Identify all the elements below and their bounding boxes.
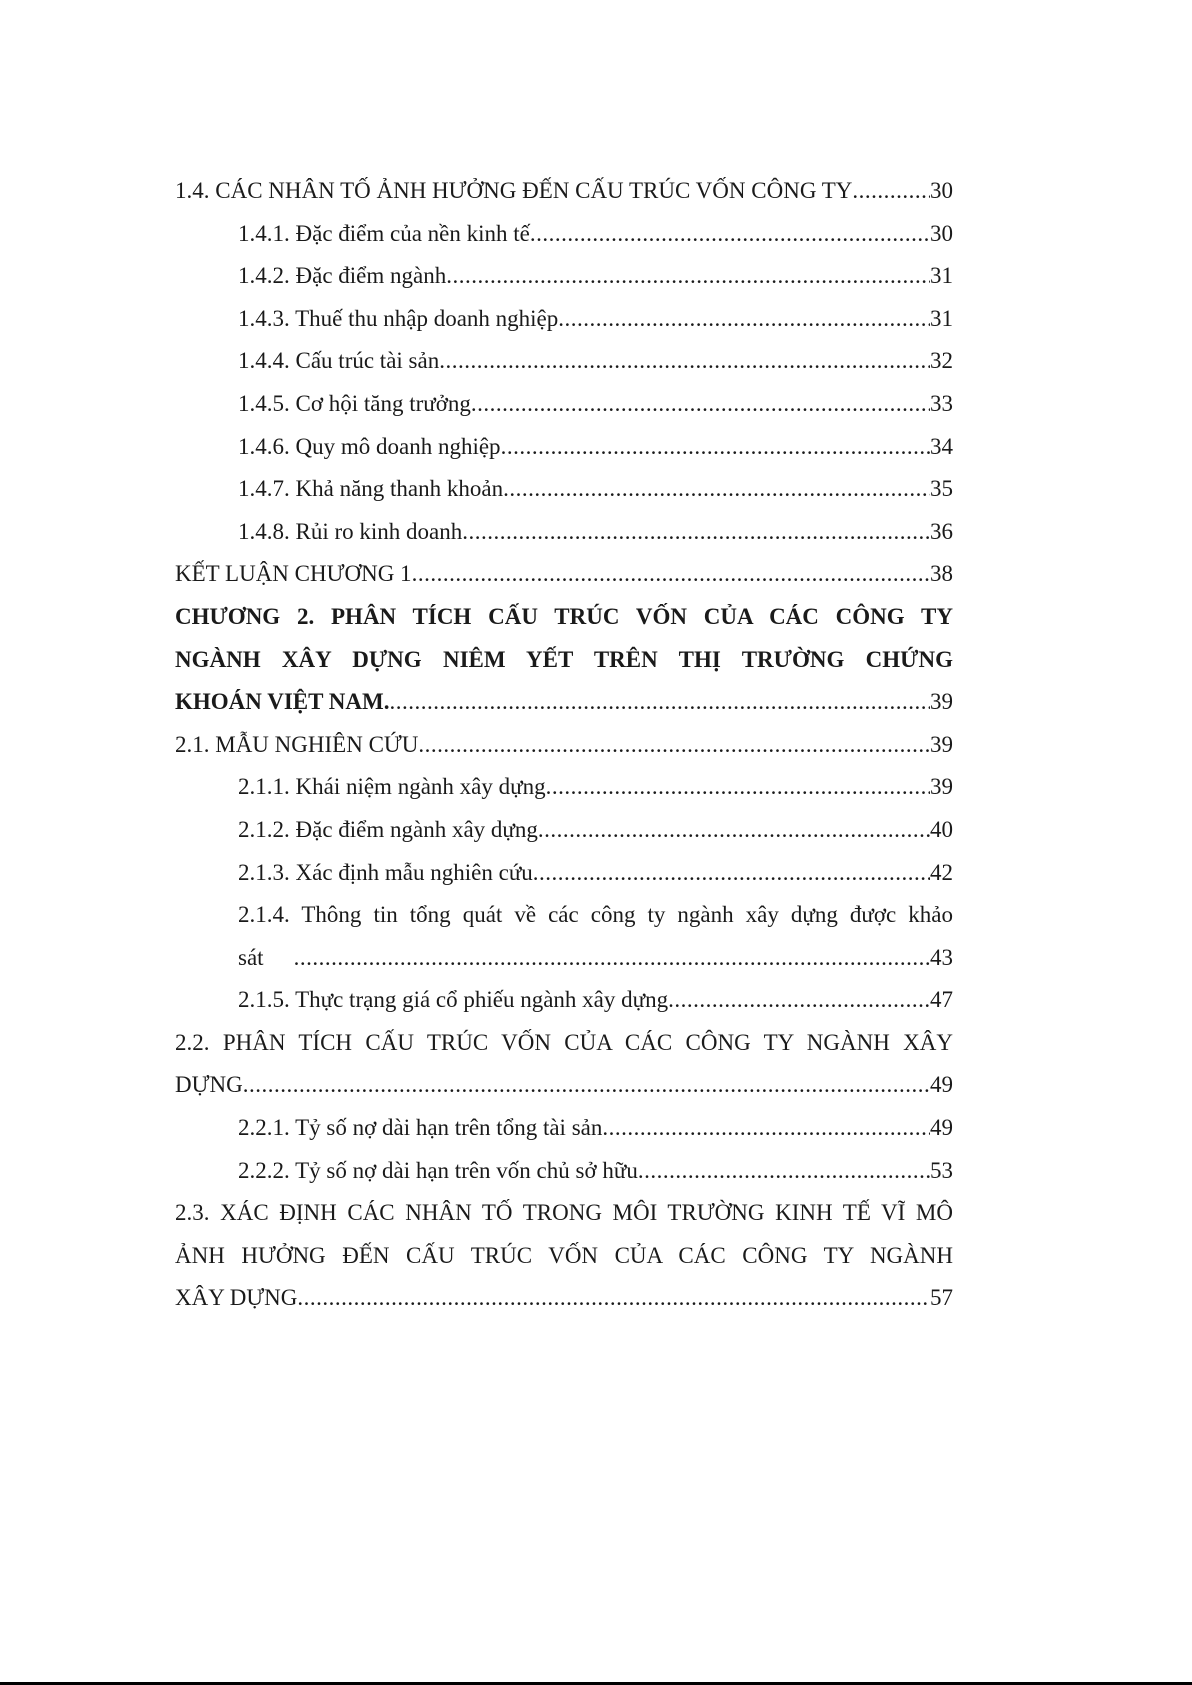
toc-entry-2-3[interactable] xyxy=(175,1277,953,1320)
toc-dot-leader xyxy=(538,809,930,852)
toc-page-number: 57 xyxy=(930,1285,953,1311)
toc-dot-leader xyxy=(530,213,930,256)
toc-entry-2-1-4-line-1[interactable]: 2.1.4. Thông tin tổng quát về các công ty ngành xây dựng được khảo xyxy=(238,902,953,928)
toc-dot-leader xyxy=(501,426,930,469)
toc-entry-label: 1.4.6. Quy mô doanh nghiệp xyxy=(238,433,501,459)
toc-dot-leader xyxy=(297,1277,930,1320)
toc-entry-1-4-7[interactable] xyxy=(175,468,953,511)
toc-page-number: 40 xyxy=(930,816,953,842)
toc-entry-2-2[interactable] xyxy=(175,1064,953,1107)
toc-chapter-2-line-2[interactable]: NGÀNH XÂY DỰNG NIÊM YẾT TRÊN THỊ TRƯỜNG CHỨNG xyxy=(175,646,953,672)
toc-dot-leader xyxy=(533,852,930,895)
toc-dot-leader xyxy=(462,511,930,554)
toc-entry-label: 1.4.7. Khả năng thanh khoản xyxy=(238,476,504,502)
toc-page-number: 36 xyxy=(930,518,953,544)
toc-entry-label: 1.4.2. Đặc điểm ngành xyxy=(238,263,447,289)
toc-page-number: 49 xyxy=(930,1072,953,1098)
toc-entry-2-2-line-1[interactable]: 2.2. PHÂN TÍCH CẤU TRÚC VỐN CỦA CÁC CÔNG TY NGÀNH XÂY xyxy=(175,1029,953,1055)
toc-entry-ket-luan-chuong-1[interactable] xyxy=(175,553,953,596)
toc-entry-label: 2.1.5. Thực trạng giá cổ phiếu ngành xây dựng xyxy=(238,987,669,1013)
toc-page-number: 31 xyxy=(930,305,953,331)
table-of-contents xyxy=(175,170,953,1320)
toc-entry-label: sát xyxy=(238,944,264,970)
toc-entry-1-4-4[interactable] xyxy=(175,340,953,383)
toc-entry-label: 1.4.1. Đặc điểm của nền kinh tế xyxy=(238,220,530,246)
toc-dot-leader xyxy=(418,724,930,767)
toc-entry-1-4-1[interactable] xyxy=(175,213,953,256)
toc-entry-1-4-8[interactable] xyxy=(175,511,953,554)
toc-dot-leader xyxy=(412,553,930,596)
toc-page-number: 32 xyxy=(930,348,953,374)
toc-dot-leader xyxy=(558,298,930,341)
toc-entry-label: 1.4.4. Cấu trúc tài sản xyxy=(238,348,440,374)
toc-entry-label: KHOÁN VIỆT NAM. xyxy=(175,689,390,715)
toc-dot-leader xyxy=(546,766,930,809)
toc-entry-2-1-5[interactable] xyxy=(175,979,953,1022)
toc-entry-label: DỰNG xyxy=(175,1072,243,1098)
toc-entry-2-2-2[interactable] xyxy=(175,1150,953,1193)
toc-entry-label: KẾT LUẬN CHƯƠNG 1 xyxy=(175,561,412,587)
toc-entry-1-4[interactable] xyxy=(175,170,953,213)
toc-dot-leader xyxy=(243,1064,930,1107)
toc-entry-label: 2.1.3. Xác định mẫu nghiên cứu xyxy=(238,859,533,885)
toc-entry-2-1-2[interactable] xyxy=(175,809,953,852)
toc-page-number: 38 xyxy=(930,561,953,587)
toc-dot-leader xyxy=(852,170,930,213)
toc-page-number: 39 xyxy=(930,689,953,715)
toc-entry-label: XÂY DỰNG xyxy=(175,1285,298,1311)
toc-page-number: 30 xyxy=(930,220,953,246)
toc-page-number: 35 xyxy=(930,476,953,502)
toc-dot-leader xyxy=(638,1150,930,1193)
toc-entry-1-4-2[interactable] xyxy=(175,255,953,298)
toc-page-number: 53 xyxy=(930,1157,953,1183)
toc-entry-label: 1.4. CÁC NHÂN TỐ ẢNH HƯỞNG ĐẾN CẤU TRÚC VỐN CÔNG TY xyxy=(175,178,853,203)
toc-page-number: 33 xyxy=(930,390,953,416)
toc-entry-2-1-1[interactable] xyxy=(175,766,953,809)
toc-dot-leader xyxy=(294,937,930,980)
toc-entry-label: 2.2.2. Tỷ số nợ dài hạn trên vốn chủ sở hữu xyxy=(238,1157,638,1183)
toc-dot-leader xyxy=(602,1107,930,1150)
toc-entry-2-1-3[interactable] xyxy=(175,852,953,895)
toc-page-number: 30 xyxy=(930,178,953,203)
toc-entry-2-1-4[interactable] xyxy=(175,937,953,980)
toc-entry-2-2-1[interactable] xyxy=(175,1107,953,1150)
toc-entry-1-4-6[interactable] xyxy=(175,426,953,469)
toc-dot-leader xyxy=(471,383,930,426)
toc-entry-label: 1.4.8. Rủi ro kinh doanh xyxy=(238,518,463,544)
toc-dot-leader xyxy=(439,340,930,383)
toc-entry-2-1[interactable] xyxy=(175,724,953,767)
toc-page-number: 39 xyxy=(930,774,953,800)
toc-entry-1-4-3[interactable] xyxy=(175,298,953,341)
toc-entry-label: 2.1.1. Khái niệm ngành xây dựng xyxy=(238,774,546,800)
toc-page-number: 49 xyxy=(930,1115,953,1141)
toc-entry-label: 1.4.3. Thuế thu nhập doanh nghiệp xyxy=(238,305,559,331)
toc-page-number: 42 xyxy=(930,859,953,885)
toc-dot-leader xyxy=(389,681,930,724)
toc-page-number: 39 xyxy=(930,731,953,757)
toc-entry-label: 2.1.2. Đặc điểm ngành xây dựng xyxy=(238,816,538,842)
toc-page-number: 43 xyxy=(930,944,953,970)
toc-dot-leader xyxy=(446,255,930,298)
toc-page-number: 47 xyxy=(930,987,953,1013)
toc-chapter-2-line-1[interactable]: CHƯƠNG 2. PHÂN TÍCH CẤU TRÚC VỐN CỦA CÁC CÔNG TY xyxy=(175,603,953,629)
toc-entry-label: 1.4.5. Cơ hội tăng trưởng xyxy=(238,390,471,416)
toc-entry-2-3-line-2[interactable]: ẢNH HƯỞNG ĐẾN CẤU TRÚC VỐN CỦA CÁC CÔNG TY NGÀNH xyxy=(175,1242,953,1268)
toc-page-number: 34 xyxy=(930,433,953,459)
toc-page-number: 31 xyxy=(930,263,953,289)
toc-entry-label: 2.1. MẪU NGHIÊN CỨU xyxy=(175,731,419,757)
toc-entry-2-3-line-1[interactable]: 2.3. XÁC ĐỊNH CÁC NHÂN TỐ TRONG MÔI TRƯỜNG KINH TẾ VĨ MÔ xyxy=(175,1200,953,1226)
toc-dot-leader xyxy=(668,979,930,1022)
toc-entry-chapter-2[interactable] xyxy=(175,681,953,724)
toc-entry-1-4-5[interactable] xyxy=(175,383,953,426)
toc-entry-label: 2.2.1. Tỷ số nợ dài hạn trên tổng tài sản xyxy=(238,1115,603,1141)
toc-dot-leader xyxy=(503,468,930,511)
